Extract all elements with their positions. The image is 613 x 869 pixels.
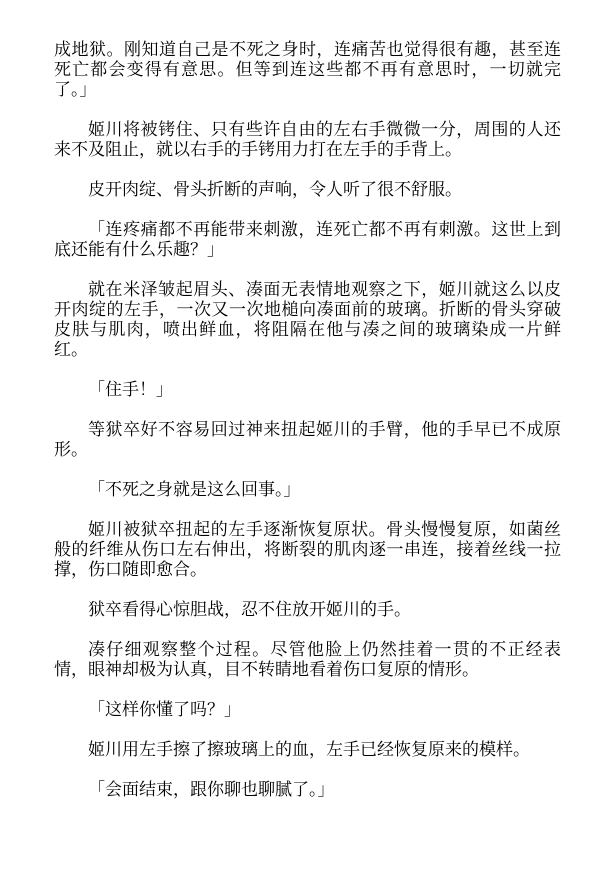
paragraph: 姬川用左手擦了擦玻璃上的血，左手已经恢复原来的模样。 <box>88 740 530 759</box>
paragraph: 姬川将被铐住、只有些许自由的左右手微微一分，周围的人还来不及阻止，就以右手的手铐用力打在左手的手背上。 <box>54 120 561 159</box>
paragraph: 「会面结束，跟你聊也聊腻了。」 <box>88 780 335 799</box>
paragraph: 狱卒看得心惊胆战，忍不住放开姬川的手。 <box>88 600 411 619</box>
paragraph: 皮开肉绽、骨头折断的声响，令人听了很不舒服。 <box>88 180 462 199</box>
paragraph: 就在米泽皱起眉头、凑面无表情地观察之下，姬川就这么以皮开肉绽的左手，一次又一次地槌向凑面前的玻璃。折断的骨头穿破皮肤与肌肉，喷出鲜血，将阻隔在他与凑之间的玻璃染成一片鲜红。 <box>54 280 561 359</box>
paragraph: 姬川被狱卒扭起的左手逐渐恢复原状。骨头慢慢复原，如菌丝般的纤维从伤口左右伸出，将断裂的肌肉逐一串连，接着丝线一拉撑，伤口随即愈合。 <box>54 520 561 579</box>
paragraph: 「住手！」 <box>88 380 173 399</box>
paragraph: 「连疼痛都不再能带来刺激，连死亡都不再有刺激。这世上到底还能有什么乐趣？」 <box>54 220 561 259</box>
paragraph: 成地狱。刚知道自己是不死之身时，连痛苦也觉得很有趣，甚至连死亡都会变得有意思。但等到连这些都不再有意思时，一切就完了。」 <box>54 40 561 99</box>
paragraph: 「这样你懂了吗？」 <box>88 700 241 719</box>
paragraph: 「不死之身就是这么回事。」 <box>88 480 301 499</box>
page-content <box>54 40 561 800</box>
paragraph: 等狱卒好不容易回过神来扭起姬川的手臂，他的手早已不成原形。 <box>54 420 561 459</box>
paragraph: 凑仔细观察整个过程。尽管他脸上仍然挂着一贯的不正经表情，眼神却极为认真，目不转睛地看着伤口复原的情形。 <box>54 640 561 679</box>
